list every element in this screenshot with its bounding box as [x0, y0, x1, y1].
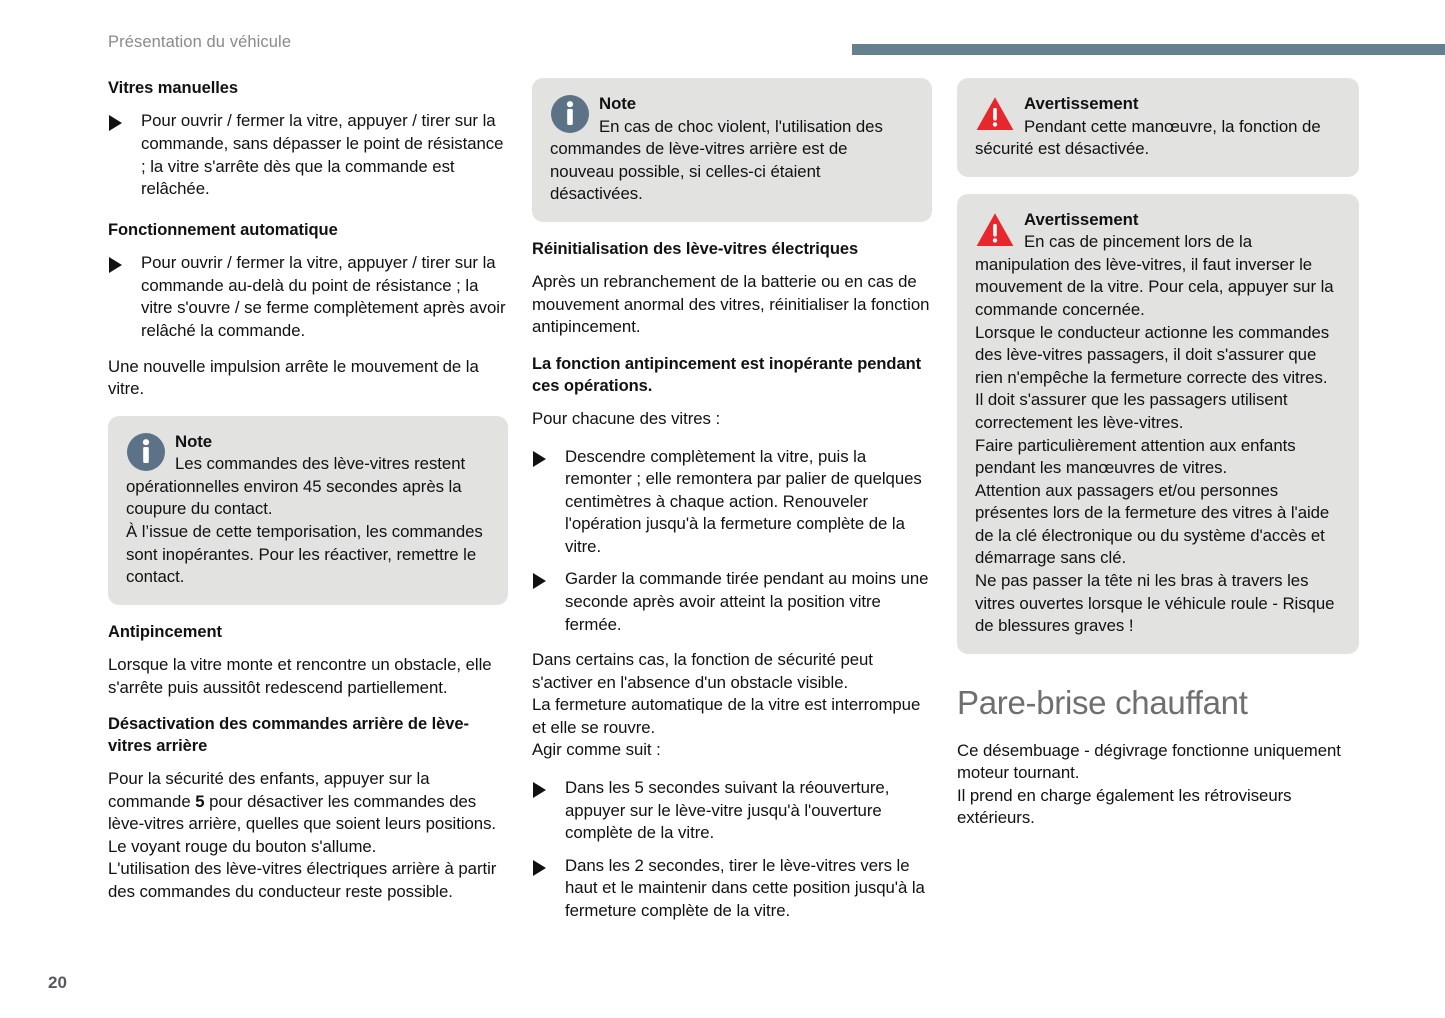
arrow-right-triangle-icon: [109, 257, 122, 273]
column-2: [532, 78, 932, 936]
heading-fonctionnement-automatique: Fonctionnement automatique: [108, 220, 338, 239]
note-callout-text: [126, 431, 490, 589]
info-circle-icon: [550, 94, 590, 134]
note-callout-paragraph: En cas de choc violent, l'utilisation des commandes de lève-vitres arrière est de nouveau possible, si celles-ci étaient désactivées.: [550, 116, 883, 204]
paragraph-antipincement: Lorsque la vitre monte et rencontre un obstacle, elle s'arrête puis aussitôt redescend partiellement.: [108, 655, 492, 697]
list-item: [532, 855, 932, 923]
paragraph-fermeture-interrompue: La fermeture automatique de la vitre est interrompue et elle se rouvre.: [532, 695, 921, 737]
warning-callout-paragraph-1: En cas de pincement lors de la manipulation des lève-vitres, il faut inverser le mouvement de la vitre. Pour cela, appuyer sur la commande concernée.: [975, 232, 1334, 320]
note-callout-paragraph-2: À l’issue de cette temporisation, les commandes sont inopérantes. Pour les réactiver, remettre le contact.: [126, 521, 483, 587]
arrow-right-triangle-icon: [533, 451, 546, 467]
arrow-right-triangle-icon: [533, 573, 546, 589]
page-header-title: Présentation du véhicule: [108, 33, 292, 51]
heading-vitres-manuelles: Vitres manuelles: [108, 79, 239, 97]
paragraph-securite-enfants: [108, 768, 508, 836]
warning-callout-paragraph-5: Attention aux passagers et/ou personnes présentes lors de la fermeture des vitres à l'aide de la clé électronique ou du système d'accès et démarrage sans clé.: [975, 480, 1330, 568]
list-reinitialisation-steps: [532, 446, 932, 637]
list-vitres-manuelles: [108, 110, 508, 200]
control-number-reference: 5: [195, 791, 205, 811]
arrow-right-triangle-icon: [109, 115, 122, 131]
page-number: 20: [48, 973, 67, 992]
heading-reinitialisation: Réinitialisation des lève-vitres électriques: [532, 239, 859, 258]
paragraph-part-1: Pour la sécurité des enfants, appuyer sur la commande: [108, 769, 430, 811]
paragraph-impulsion: Une nouvelle impulsion arrête le mouvement de la vitre.: [108, 356, 479, 399]
warning-callout-paragraph: Pendant cette manœuvre, la fonction de sécurité est désactivée.: [975, 116, 1321, 159]
paragraph-voyant-rouge: Le voyant rouge du bouton s'allume.: [108, 836, 377, 856]
arrow-right-triangle-icon: [533, 782, 546, 798]
list-item-text: Garder la commande tirée pendant au moins une seconde après avoir atteint la position vitre fermée.: [565, 569, 929, 634]
list-item-text: Pour ouvrir / fermer la vitre, appuyer / tirer sur la commande au-delà du point de résistance ; la vitre s'ouvre / se ferme complètement après avoir relâché la commande.: [141, 253, 506, 340]
warning-callout-2: [957, 194, 1359, 654]
note-callout-title: Note: [599, 94, 637, 113]
warning-callout-body: [975, 209, 1341, 638]
list-item-text: Pour ouvrir / fermer la vitre, appuyer / tirer sur la commande, sans dépasser le point de résistance ; la vitre s'arrête dès que la commande est relâchée.: [141, 111, 504, 199]
warning-triangle-icon: [975, 94, 1015, 134]
heading-antipincement: Antipincement: [108, 622, 222, 641]
warning-callout-paragraph-2: Lorsque le conducteur actionne les commandes des lève-vitres passagers, il doit s'assurer que rien n'empêche la fermeture correcte des vitres.: [975, 322, 1330, 387]
paragraph-part-2: pour désactiver les commandes des lève-vitres arrière, quelles que soient leurs positions.: [108, 791, 497, 834]
list-item: [532, 777, 932, 845]
warning-callout-body: [975, 93, 1341, 161]
list-item: [108, 252, 508, 342]
note-callout-paragraph-1: Les commandes des lève-vitres restent opérationnelles environ 45 secondes après la coupure du contact.: [126, 454, 466, 519]
paragraph-certains-cas: Dans certains cas, la fonction de sécurité peut s'activer en l'absence d'un obstacle visible.: [532, 650, 873, 692]
info-circle-icon: [126, 432, 166, 472]
paragraph-agir-comme-suit: Agir comme suit :: [532, 740, 661, 760]
list-item-text: Descendre complètement la vitre, puis la remonter ; elle remontera par palier de quelques centimètres à chaque action. Renouveler l'opération jusqu'à la fermeture complète de la vitre.: [565, 446, 922, 556]
column-1: [108, 78, 508, 904]
list-agir-comme-suit: [532, 777, 932, 922]
list-item: [532, 446, 932, 559]
heading-desactivation-commandes-arriere: Désactivation des commandes arrière de lève-vitres arrière: [108, 715, 469, 755]
list-fonctionnement-automatique: [108, 252, 508, 342]
note-callout-title: Note: [175, 431, 213, 451]
column-3: [957, 78, 1359, 830]
arrow-right-triangle-icon: [533, 860, 546, 876]
heading-fonction-inoperante: La fonction antipincement est inopérante pendant ces opérations.: [532, 355, 922, 395]
paragraph-pour-chacune: Pour chacune des vitres :: [532, 408, 721, 428]
warning-triangle-icon: [975, 210, 1015, 250]
list-item: [532, 568, 932, 636]
warning-callout-1: [957, 78, 1359, 177]
note-callout-body: [550, 93, 914, 206]
note-callout-2: [532, 78, 932, 222]
warning-callout-title: Avertissement: [1024, 94, 1139, 113]
note-callout-body: [126, 431, 490, 589]
warning-callout-text: [975, 93, 1341, 161]
warning-callout-paragraph-4: Faire particulièrement attention aux enfants pendant les manœuvres de vitres.: [975, 435, 1296, 478]
note-callout-1: [108, 416, 508, 605]
paragraph-desembuage: Ce désembuage - dégivrage fonctionne uniquement moteur tournant.: [957, 740, 1341, 783]
warning-callout-paragraph-3: Il doit s'assurer que les passagers utilisent correctement les lève-vitres.: [975, 390, 1288, 432]
list-item-text: Dans les 5 secondes suivant la réouverture, appuyer sur le lève-vitre jusqu'à l'ouverture complète de la vitre.: [565, 778, 890, 843]
note-callout-text: [550, 93, 914, 206]
warning-callout-title: Avertissement: [1024, 209, 1139, 229]
header-rule: [852, 44, 1445, 55]
list-item-text: Dans les 2 secondes, tirer le lève-vitres vers le haut et le maintenir dans cette position jusqu'à la fermeture complète de la vitre.: [565, 855, 925, 920]
list-item: [108, 110, 508, 200]
warning-callout-text: [975, 209, 1341, 638]
paragraph-rebranchement: Après un rebranchement de la batterie ou en cas de mouvement anormal des vitres, réinitialiser la fonction antipincement.: [532, 272, 930, 337]
paragraph-utilisation-conducteur: L'utilisation des lève-vitres électriques arrière à partir des commandes du conducteur reste possible.: [108, 859, 497, 902]
section-heading-pare-brise-chauffant: Pare-brise chauffant: [957, 683, 1248, 721]
paragraph-retroviseurs: Il prend en charge également les rétroviseurs extérieurs.: [957, 785, 1292, 828]
warning-callout-paragraph-6: Ne pas passer la tête ni les bras à travers les vitres ouvertes lorsque le véhicule roule - Risque de blessures graves !: [975, 570, 1335, 636]
